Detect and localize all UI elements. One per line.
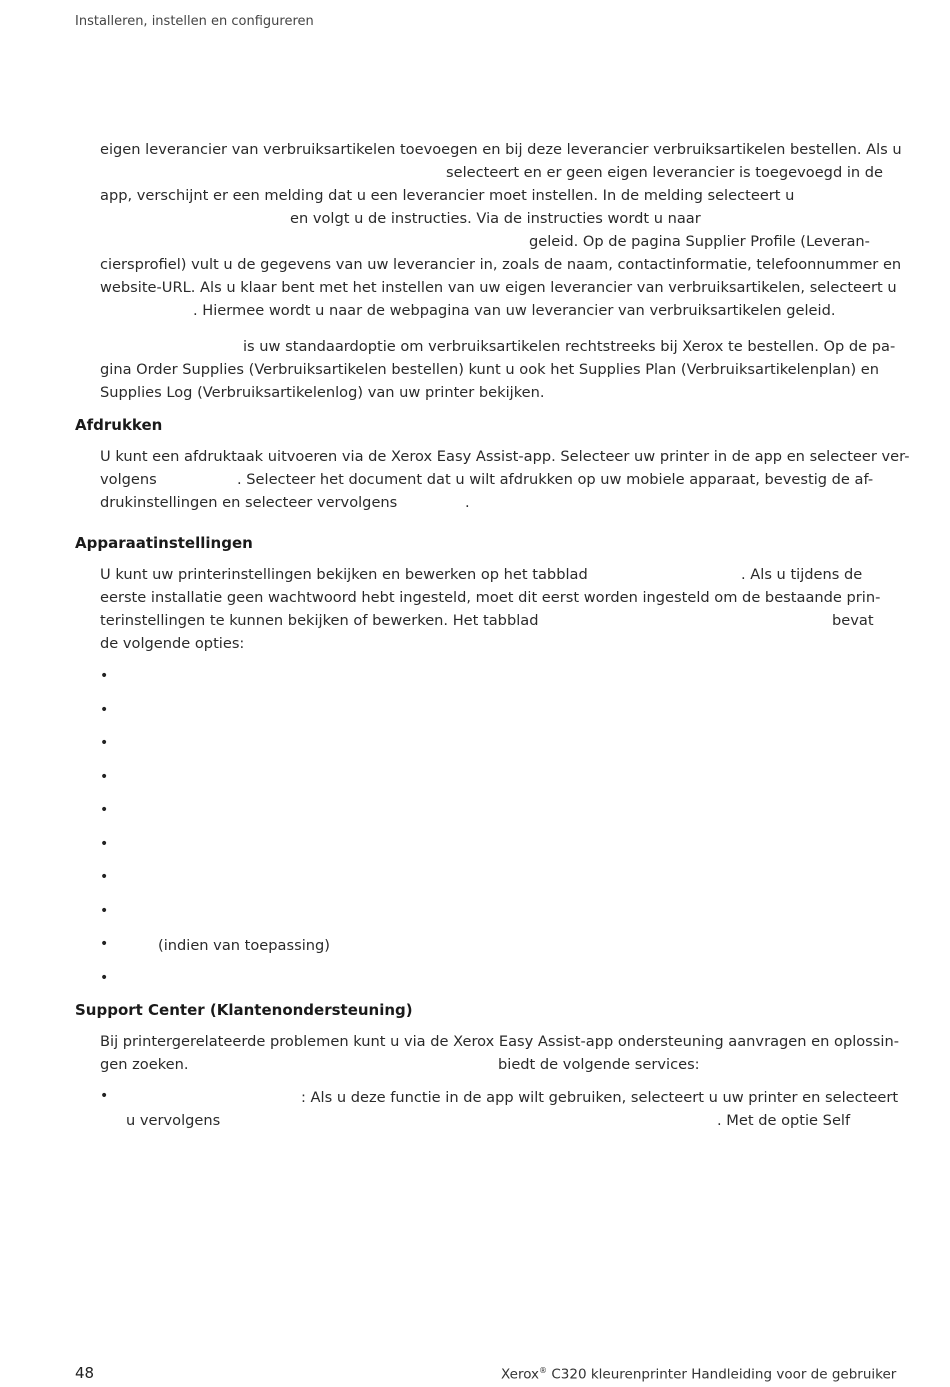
- bullet-2: •: [100, 702, 109, 718]
- footer-doc-title: C320 kleurenprinter Handleiding voor de gebruiker: [547, 1366, 897, 1383]
- apparaat-line-1b: . Als u tijdens de: [741, 566, 863, 583]
- support-line-1: Bij printergerelateerde problemen kunt u via de Xerox Easy Assist-app ondersteuning aanvragen en oplossin-: [100, 1033, 899, 1050]
- afdrukken-line-3a: drukinstellingen en selecteer vervolgens: [100, 494, 398, 511]
- running-header: Installeren, instellen en configureren: [75, 14, 314, 29]
- bullet-1: •: [100, 668, 109, 684]
- supplies2-line-1: is uw standaardoptie om verbruiksartikelen rechtstreeks bij Xerox te bestellen. Op de pa-: [243, 338, 896, 355]
- supplies-line-7: website-URL. Als u klaar bent met het instellen van uw eigen leverancier van verbruiksartikelen, selecteert u: [100, 279, 897, 296]
- supplies-line-3: app, verschijnt er een melding dat u een leverancier moet instellen. In de melding selecteert u: [100, 187, 795, 204]
- support-line-2a: gen zoeken.: [100, 1056, 189, 1073]
- afdrukken-line-2a: volgens: [100, 471, 157, 488]
- bullet-7: •: [100, 869, 109, 885]
- page-number: 48: [75, 1364, 95, 1382]
- afdrukken-line-1: U kunt een afdruktaak uitvoeren via de Xerox Easy Assist-app. Selecteer uw printer in de app en selecteer ver-: [100, 448, 910, 465]
- registered-mark: ®: [539, 1366, 548, 1375]
- heading-apparaatinstellingen: Apparaatinstellingen: [75, 534, 253, 552]
- apparaat-line-3b: bevat: [832, 612, 874, 629]
- support-bullet-line-1: : Als u deze functie in de app wilt gebruiken, selecteert u uw printer en selecteert: [301, 1089, 899, 1106]
- bullet-4: •: [100, 769, 109, 785]
- supplies-line-4: en volgt u de instructies. Via de instructies wordt u naar: [290, 210, 701, 227]
- bullet-6: •: [100, 836, 109, 852]
- afdrukken-line-3b: .: [465, 494, 470, 511]
- supplies2-line-2: gina Order Supplies (Verbruiksartikelen bestellen) kunt u ook het Supplies Plan (Verbruiksartikelenplan) en: [100, 361, 880, 378]
- bullet-3: •: [100, 735, 109, 751]
- supplies-line-1: eigen leverancier van verbruiksartikelen toevoegen en bij deze leverancier verbruiksartikelen bestellen. Als u: [100, 141, 902, 158]
- apparaat-line-1a: U kunt uw printerinstellingen bekijken en bewerken op het tabblad: [100, 566, 588, 583]
- supplies2-line-3: Supplies Log (Verbruiksartikelenlog) van uw printer bekijken.: [100, 384, 545, 401]
- afdrukken-line-2b: . Selecteer het document dat u wilt afdrukken op uw mobiele apparaat, bevestig de af-: [237, 471, 874, 488]
- support-line-2b: biedt de volgende services:: [498, 1056, 700, 1073]
- apparaat-line-3a: terinstellingen te kunnen bekijken of bewerken. Het tabblad: [100, 612, 539, 629]
- supplies-line-5: geleid. Op de pagina Supplier Profile (Leveran-: [529, 233, 870, 250]
- apparaat-line-4: de volgende opties:: [100, 635, 245, 652]
- supplies-line-2: selecteert en er geen eigen leverancier is toegevoegd in de: [446, 164, 884, 181]
- supplies-line-8: . Hiermee wordt u naar de webpagina van uw leverancier van verbruiksartikelen geleid.: [193, 302, 836, 319]
- support-bullet: •: [100, 1088, 109, 1104]
- footer-brand: Xerox: [501, 1366, 540, 1383]
- apparaat-line-2: eerste installatie geen wachtwoord hebt ingesteld, moet dit eerst worden ingesteld om de bestaande prin-: [100, 589, 881, 606]
- support-bullet-line-2b: . Met de optie Self: [717, 1112, 851, 1129]
- supplies-line-6: ciersprofiel) vult u de gegevens van uw leverancier in, zoals de naam, contactinformatie, telefoonnummer en: [100, 256, 902, 273]
- heading-afdrukken: Afdrukken: [75, 416, 163, 434]
- bullet-10: •: [100, 970, 109, 986]
- bullet-9: •: [100, 936, 109, 952]
- support-bullet-line-2a: u vervolgens: [126, 1112, 221, 1129]
- bullet-9-note: (indien van toepassing): [158, 937, 330, 954]
- bullet-8: •: [100, 903, 109, 919]
- heading-support-center: Support Center (Klantenondersteuning): [75, 1001, 413, 1019]
- bullet-5: •: [100, 802, 109, 818]
- footer-title: [501, 1366, 896, 1383]
